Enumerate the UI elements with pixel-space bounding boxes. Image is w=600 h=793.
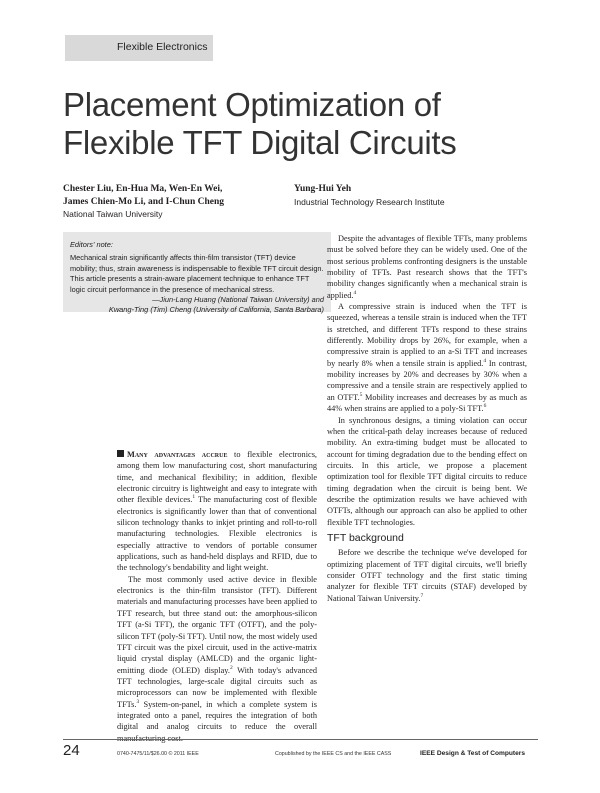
editors-note-body: Mechanical strain significantly affects thin-film transistor (TFT) device mobility; thus, strain awareness is indispensable to flexible TFT circuit design. This article presents a strain-aware placement technique to enhance TFT logic circuit performance in the presence of mechanical stress. — [70, 253, 324, 294]
page-number: 24 — [63, 742, 80, 759]
author-right-name: Yung-Hui Yeh — [294, 184, 352, 194]
citation: 4 — [353, 289, 357, 296]
text-run: In contrast, mobility increases by 20% and decreases by 30% when a compressive and a tensile strain are respectively applied to an OTFT. — [327, 358, 527, 402]
footer-rule — [63, 739, 538, 740]
body-column-2 — [327, 233, 527, 604]
authors-right — [294, 183, 534, 208]
text-run: The manufacturing cost of flexible electronics is significantly lower than that of conventional silicon technology thanks to inkjet printing and roll-to-roll manufacturing technologies. Flexible electronics is especially attractive to vendors of portable consumer applications, such as hand-held displays and RFID, due to the technology's bendability and light weight. — [117, 495, 317, 573]
paragraph — [117, 574, 317, 744]
editors-note-signature-1: —Jiun-Lang Huang (National Taiwan University) and — [152, 295, 324, 305]
editors-note-heading: Editors' note: — [70, 240, 113, 249]
text-run: Before we describe the technique we've developed for optimizing placement of TFT digital circuits, we'll briefly consider OTFT technology and the first static timing analyzer for flexible TFT circuits (STAF) developed by National Taiwan University. — [327, 548, 527, 603]
citation: 2 — [229, 664, 233, 671]
citation: 6 — [483, 403, 487, 410]
text-run: to flexible electronics, among them low manufacturing cost, short manufacturing time, and mechanical flexibility; in addition, flexible electronic circuitry is lightweight and easy to integrate with other flexible devices. — [117, 450, 317, 505]
text-run: In synchronous designs, a timing violation can occur when the critical-path delay increases because of reduced mobility. An extra-timing budget must be allocated to account for timing degradation due to the bending effect on circuits. In this article, we propose a placement optimization tool for flexible TFT digital circuits to reduce timing degradation when the circuit is being bent. We describe the optimization results we have achieved with OTFTs, although our approach can also be applied to other flexible TFT technologies. — [327, 415, 527, 527]
section-tag — [65, 35, 213, 61]
author-line-1: Chester Liu, En-Hua Ma, Wen-En Wei, — [63, 184, 223, 194]
editors-note-signature-2: Kwang-Ting (Tim) Cheng (University of California, Santa Barbara) — [108, 305, 324, 315]
authors-left — [63, 183, 293, 220]
article-title — [63, 86, 563, 162]
footer-code: 0740-7475/11/$26.00 © 2011 IEEE — [117, 751, 199, 757]
footer-publisher: Copublished by the IEEE CS and the IEEE CASS — [275, 751, 392, 757]
paragraph — [327, 415, 527, 528]
affiliation-left: National Taiwan University — [63, 209, 163, 219]
title-line-2: Flexible TFT Digital Circuits — [63, 124, 457, 161]
lead-in: Many advantages accrue — [127, 450, 228, 459]
citation: 4 — [483, 358, 487, 365]
paragraph — [327, 301, 527, 414]
paragraph — [117, 449, 317, 574]
citation: 5 — [359, 392, 363, 399]
text-run: The most commonly used active device in flexible electronics is the thin-film transistor (TFT). Different materials and manufacturing processes have been applied to TFT research, but three stand out: the amorphous-silicon TFT (a-Si TFT), the organic TFT (OTFT), and the poly-silicon TFT (poly-Si TFT). Until now, the most widely used TFT circuit was the pixel circuit, used in the active-matrix liquid crystal display (AMLCD) and the organic light-emitting diode (OLED) display. — [117, 574, 317, 675]
footer-magazine: IEEE Design & Test of Computers — [420, 750, 526, 757]
body-column-1 — [117, 449, 317, 744]
citation: 1 — [192, 494, 196, 501]
section-label: Flexible Electronics — [117, 41, 208, 53]
paragraph — [327, 233, 527, 301]
editors-note — [63, 232, 331, 315]
text-run: Despite the advantages of flexible TFTs, many problems must be solved before they can be widely used. One of the most serious problems confronting designers is the unstable mobility of TFTs. Past research shows that the TFT's mobility changes significantly when a mechanical strain is applied. — [327, 234, 527, 300]
text-run: Mobility increases and decreases by as much as 44% when strains are applied to a poly-Si TFT. — [327, 392, 527, 414]
text-run: System-on-panel, in which a complete system is integrated onto a panel, requires the integration of both digital and analog circuits to reduce the overall manufacturing cost. — [117, 699, 317, 743]
text-run: With today's advanced TFT technologies, large-scale digital circuits such as microprocessors can now be implemented with flexible TFTs. — [117, 665, 317, 709]
author-line-2: James Chien-Mo Li, and I-Chun Cheng — [63, 196, 224, 207]
subsection-heading: TFT background — [327, 531, 404, 544]
citation: 7 — [420, 592, 424, 599]
text-run: A compressive strain is induced when the TFT is squeezed, whereas a tensile strain is induced when the TFT is stretched, and different TFTs respond to these strains differently. Mobility drops by 26%, for example, when a compressive strain is applied to an a-Si TFT and increases by nearly 8% when a tensile strain is applied. — [327, 302, 527, 368]
paragraph — [327, 547, 527, 604]
section-start-marker — [117, 450, 124, 457]
title-line-1: Placement Optimization of — [63, 86, 441, 123]
citation: 3 — [136, 698, 140, 705]
affiliation-right: Industrial Technology Research Institute — [294, 196, 445, 207]
